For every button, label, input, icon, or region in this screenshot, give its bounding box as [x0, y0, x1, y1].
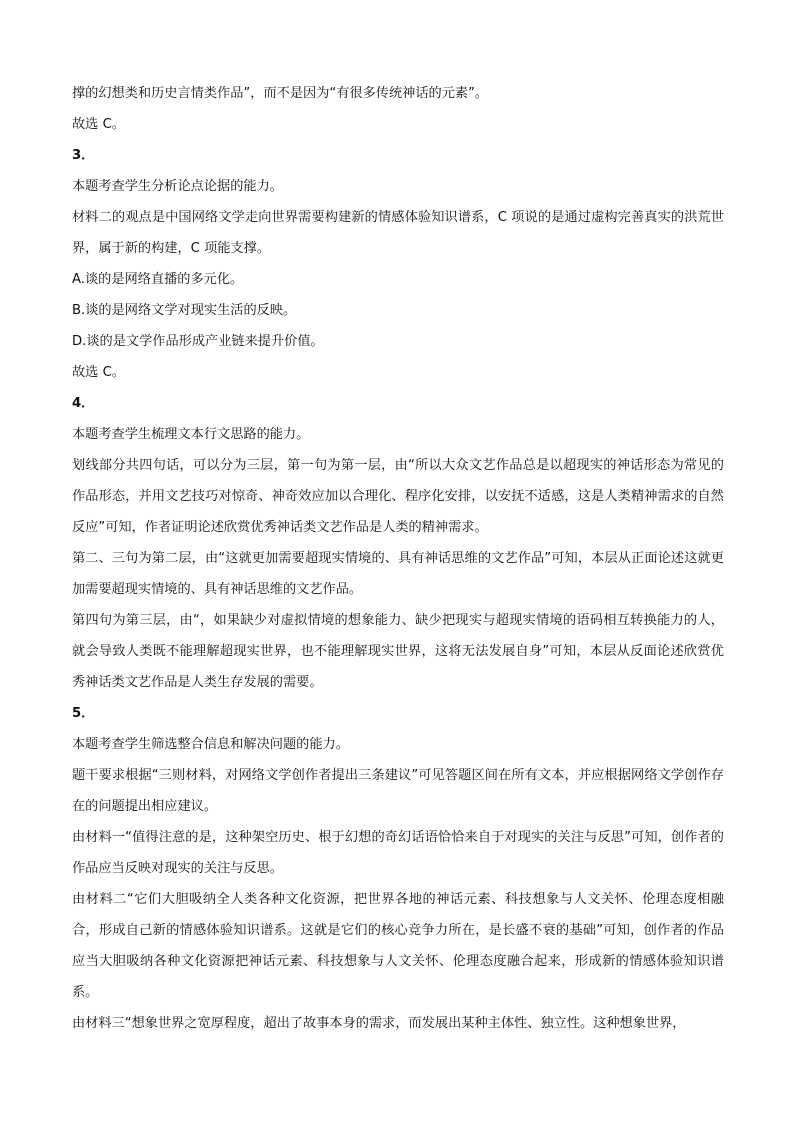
paragraph-continuation: 撑的幻想类和历史言情类作品”，而不是因为“有很多传统神话的元素”。: [72, 86, 489, 101]
paragraph: 本题考查学生梳理文本行文思路的能力。: [72, 427, 310, 442]
question-number: 3．: [72, 148, 95, 163]
question-number: 4．: [72, 396, 95, 411]
paragraph: 划线部分共四句话，可以分为三层，第一句为第一层，由“所以大众文艺作品总是以超现实的神话形态为常见的作品形态，并用文艺技巧对惊奇、神奇效应加以合理化、程序化安排，以安抚不适感，这是人类精神需求的自然反应”可知，作者证明论述欣赏优秀神话类文艺作品是人类的精神需求。: [72, 458, 724, 535]
paragraph: 本题考查学生筛选整合信息和解决问题的能力。: [72, 737, 349, 752]
answer-line: 故选 C。: [72, 365, 125, 380]
paragraph: 本题考查学生分析论点论据的能力。: [72, 179, 283, 194]
paragraph: 第二、三句为第二层，由“这就更加需要超现实情境的、具有神话思维的文艺作品”可知，本层从正面论述这就更加需要超现实情境的、具有神话思维的文艺作品。: [72, 551, 724, 597]
paragraph: 题干要求根据“三则材料，对网络文学创作者提出三条建议”可见答题区间在所有文本，并应根据网络文学创作存在的问题提出相应建议。: [72, 768, 724, 814]
option-explanation: B.谈的是网络文学对现实生活的反映。: [72, 303, 297, 318]
question-number: 5．: [72, 706, 95, 721]
paragraph: 由材料二“它们大胆吸纳全人类各种文化资源，把世界各地的神话元素、科技想象与人文关怀、伦理态度相融合，形成自己新的情感体验知识谱系。这就是它们的核心竞争力所在，是长盛不衰的基础”可知，创作者的作品应当大胆吸纳各种文化资源把神话元素、科技想象与人文关怀、伦理态度融合起来，形成新的情感体验知识谱系。: [72, 892, 724, 1000]
answer-line: 故选 C。: [72, 117, 125, 132]
option-explanation: D.谈的是文学作品形成产业链来提升价值。: [72, 334, 324, 349]
paragraph: 由材料一“值得注意的是，这种架空历史、根于幻想的奇幻话语恰恰来自于对现实的关注与反思”可知，创作者的作品应当反映对现实的关注与反思。: [72, 830, 724, 876]
paragraph: 第四句为第三层，由“，如果缺少对虚拟情境的想象能力、缺少把现实与超现实情境的语码相互转换能力的人，就会导致人类既不能理解超现实世界，也不能理解现实世界，这将无法发展自身”可知，本层从反面论述欣赏优秀神话类文艺作品是人类生存发展的需要。: [72, 613, 724, 690]
document-page: [72, 78, 724, 1039]
paragraph: 材料二的观点是中国网络文学走向世界需要构建新的情感体验知识谱系，C 项说的是通过虚构完善真实的洪荒世界，属于新的构建，C 项能支撑。: [72, 210, 724, 256]
option-explanation: A.谈的是网络直播的多元化。: [72, 272, 244, 287]
paragraph-continued: 由材料三“想象世界之宽厚程度，超出了故事本身的需求，而发展出某种主体性、独立性。这种想象世界，: [72, 1016, 686, 1031]
